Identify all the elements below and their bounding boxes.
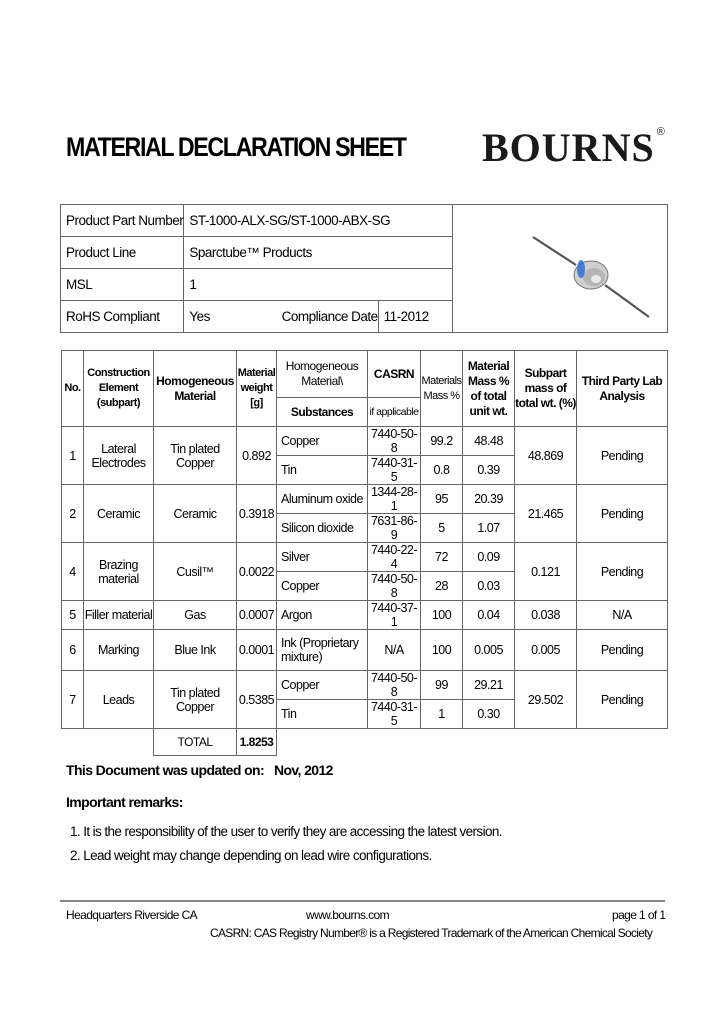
row-substance: Tin: [277, 456, 368, 485]
product-image-cell: [452, 205, 667, 333]
rohs-value: Yes: [184, 301, 277, 333]
remarks-title: Important remarks:: [66, 794, 183, 810]
row-weight: 0.0007: [237, 601, 277, 630]
table-row: [62, 427, 668, 456]
row-casrn: 1344-28-1: [368, 485, 421, 514]
row-subpart-mass: 0.038: [515, 601, 577, 630]
row-subpart-mass: 48.869: [515, 427, 577, 485]
col-subpart-mass: Subpart mass of total wt. (%): [515, 351, 577, 427]
col-homogeneous-material: Homogeneous Material: [154, 351, 237, 427]
table-row: [62, 485, 668, 514]
total-row: [62, 729, 668, 756]
row-material: Blue Ink: [154, 630, 237, 671]
row-unit-pct: 0.39: [463, 456, 515, 485]
col-construction-element: Construction Element (subpart): [84, 351, 154, 427]
row-material: Tin plated Copper: [154, 427, 237, 485]
row-substance: Copper: [277, 427, 368, 456]
row-element: Lateral Electrodes: [84, 427, 154, 485]
col-third-party-lab: Third Party Lab Analysis: [577, 351, 668, 427]
row-unit-pct: 0.03: [463, 572, 515, 601]
row-element: Filler material: [84, 601, 154, 630]
row-no: 4: [62, 543, 84, 601]
row-lab-analysis: Pending: [577, 427, 668, 485]
row-substance: Argon: [277, 601, 368, 630]
row-mass-pct: 0.8: [421, 456, 463, 485]
footer-hq: Headquarters Riverside CA: [66, 908, 198, 922]
row-no: 1: [62, 427, 84, 485]
row-weight: 0.892: [237, 427, 277, 485]
row-lab-analysis: Pending: [577, 543, 668, 601]
footer-divider: [60, 900, 665, 902]
row-casrn: 7440-31-5: [368, 700, 421, 729]
row-casrn: 7440-50-8: [368, 427, 421, 456]
row-mass-pct: 99.2: [421, 427, 463, 456]
row-element: Marking: [84, 630, 154, 671]
row-lab-analysis: Pending: [577, 485, 668, 543]
row-lab-analysis: Pending: [577, 671, 668, 729]
row-material: Cusil™: [154, 543, 237, 601]
registered-mark: ®: [656, 126, 666, 138]
total-value: 1.8253: [237, 729, 277, 756]
row-casrn: 7440-50-8: [368, 671, 421, 700]
col-substances: Substances: [277, 398, 368, 427]
col-no: No.: [62, 351, 84, 427]
row-no: 7: [62, 671, 84, 729]
row-substance: Silicon dioxide: [277, 514, 368, 543]
row-subpart-mass: 0.005: [515, 630, 577, 671]
row-substance: Ink (Proprietary mixture): [277, 630, 368, 671]
row-material: Gas: [154, 601, 237, 630]
row-unit-pct: 0.04: [463, 601, 515, 630]
row-unit-pct: 0.09: [463, 543, 515, 572]
material-table: [61, 350, 668, 756]
updated-date: Nov, 2012: [273, 762, 333, 778]
product-info-table: [60, 204, 668, 333]
row-unit-pct: 29.21: [463, 671, 515, 700]
col-material-weight: Material weight [g]: [237, 351, 277, 427]
row-substance: Tin: [277, 700, 368, 729]
row-weight: 0.5385: [237, 671, 277, 729]
col-hm-substances: Homogeneous Material\: [277, 351, 368, 398]
msl-label: MSL: [61, 269, 184, 301]
footer-casrn-note: CASRN: CAS Registry Number® is a Registered Trademark of the American Chemical Society: [210, 926, 653, 940]
row-mass-pct: 1: [421, 700, 463, 729]
msl-value: 1: [184, 269, 453, 301]
row-casrn: 7440-50-8: [368, 572, 421, 601]
remark-item: 1. It is the responsibility of the user to verify they are accessing the latest version.: [70, 824, 502, 839]
row-unit-pct: 0.005: [463, 630, 515, 671]
row-material: Tin plated Copper: [154, 671, 237, 729]
row-unit-pct: 20.39: [463, 485, 515, 514]
row-mass-pct: 100: [421, 630, 463, 671]
row-unit-pct: 0.30: [463, 700, 515, 729]
row-mass-pct: 28: [421, 572, 463, 601]
col-if-applicable: if applicable: [368, 398, 421, 427]
remarks-list: [70, 824, 502, 872]
row-no: 2: [62, 485, 84, 543]
row-casrn: 7440-31-5: [368, 456, 421, 485]
row-lab-analysis: N/A: [577, 601, 668, 630]
row-mass-pct: 5: [421, 514, 463, 543]
table-row: [62, 630, 668, 671]
row-subpart-mass: 21.465: [515, 485, 577, 543]
row-casrn: N/A: [368, 630, 421, 671]
updated-line: [66, 762, 333, 778]
compliance-date-label: Compliance Date: [277, 301, 379, 333]
row-lab-analysis: Pending: [577, 630, 668, 671]
row-material: Ceramic: [154, 485, 237, 543]
row-weight: 0.0001: [237, 630, 277, 671]
row-no: 5: [62, 601, 84, 630]
logo-text: BOURNS: [482, 125, 655, 170]
page-title: MATERIAL DECLARATION SHEET: [66, 132, 406, 162]
row-unit-pct: 1.07: [463, 514, 515, 543]
row-weight: 0.0022: [237, 543, 277, 601]
row-element: Ceramic: [84, 485, 154, 543]
row-casrn: 7440-37-1: [368, 601, 421, 630]
row-casrn: 7631-86-9: [368, 514, 421, 543]
part-number-value: ST-1000-ALX-SG/ST-1000-ABX-SG: [184, 205, 453, 237]
row-no: 6: [62, 630, 84, 671]
row-unit-pct: 48.48: [463, 427, 515, 456]
footer-website[interactable]: www.bourns.com: [306, 908, 389, 922]
bourns-logo: [482, 124, 664, 171]
table-row: [62, 601, 668, 630]
col-material-mass-total-unit: Material Mass % of total unit wt.: [463, 351, 515, 427]
row-mass-pct: 95: [421, 485, 463, 514]
row-weight: 0.3918: [237, 485, 277, 543]
table-row: [62, 543, 668, 572]
sparctube-component-icon: [453, 205, 667, 329]
row-substance: Silver: [277, 543, 368, 572]
total-label: TOTAL: [154, 729, 237, 756]
product-line-value: Sparctube™ Products: [184, 237, 453, 269]
col-materials-mass-pct: Materials Mass %: [421, 351, 463, 427]
row-element: Leads: [84, 671, 154, 729]
row-mass-pct: 100: [421, 601, 463, 630]
updated-label: This Document was updated on:: [66, 762, 265, 778]
row-substance: Aluminum oxide: [277, 485, 368, 514]
remark-item: 2. Lead weight may change depending on lead wire configurations.: [70, 848, 432, 863]
footer-page: page 1 of 1: [612, 908, 666, 922]
row-mass-pct: 99: [421, 671, 463, 700]
row-element: Brazing material: [84, 543, 154, 601]
rohs-label: RoHS Compliant: [61, 301, 184, 333]
col-casrn: CASRN: [368, 351, 421, 398]
compliance-date-value: 11-2012: [378, 301, 452, 333]
part-number-label: Product Part Number: [61, 205, 184, 237]
row-substance: Copper: [277, 572, 368, 601]
product-line-label: Product Line: [61, 237, 184, 269]
row-subpart-mass: 29.502: [515, 671, 577, 729]
row-substance: Copper: [277, 671, 368, 700]
table-row: [62, 671, 668, 700]
row-casrn: 7440-22-4: [368, 543, 421, 572]
row-subpart-mass: 0.121: [515, 543, 577, 601]
row-mass-pct: 72: [421, 543, 463, 572]
